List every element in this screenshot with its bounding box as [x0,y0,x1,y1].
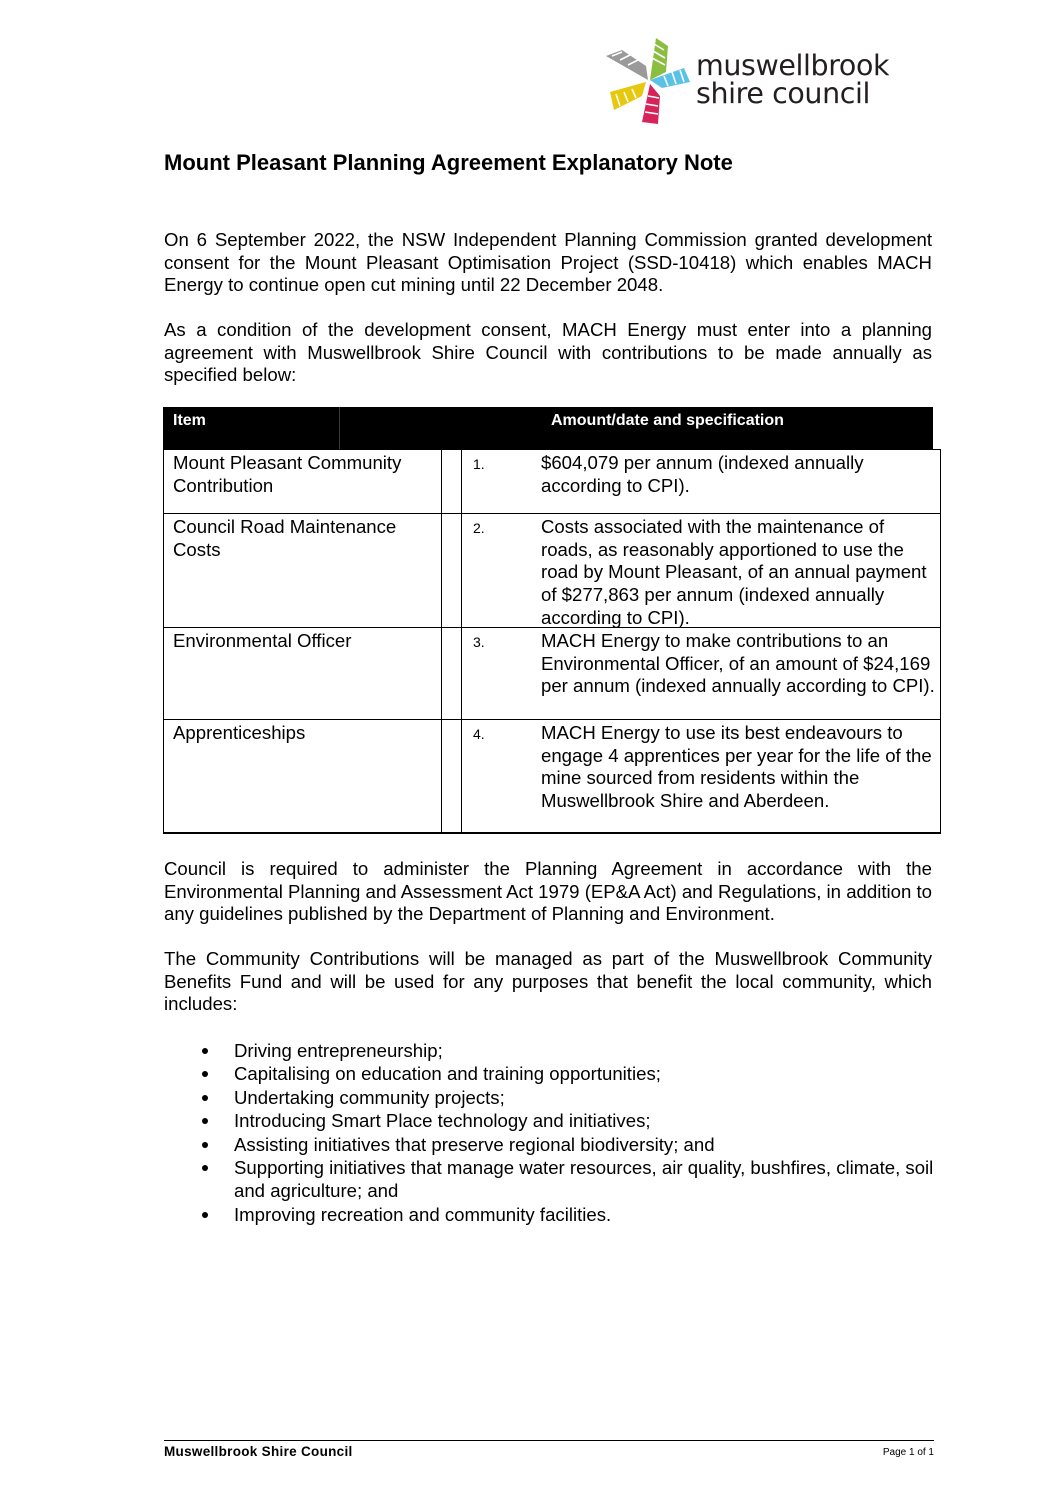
row-item: Council Road Maintenance Costs [173,516,397,560]
header-item: Item [173,412,206,429]
list-item: Capitalising on education and training opportunities; [196,1062,936,1085]
council-logo-icon [602,34,694,126]
list-item: Introducing Smart Place technology and initiatives; [196,1109,936,1132]
logo-line-1: muswellbrook [696,49,890,82]
row-number: 3. [473,634,485,650]
row-specification: $604,079 per annum (indexed annually according to CPI). [541,452,864,496]
row-specification: Costs associated with the maintenance of roads, as reasonably apportioned to use the road by Mount Pleasant, of an annual payment of $277,863 per annum (indexed annually according to CPI). [541,516,927,628]
column-divider [441,450,442,514]
row-item: Environmental Officer [173,630,352,651]
list-item: Assisting initiatives that preserve regional biodiversity; and [196,1133,936,1156]
table-row [164,627,940,720]
header-divider [339,407,340,449]
list-item: Driving entrepreneurship; [196,1039,936,1062]
document-title: Mount Pleasant Planning Agreement Explanatory Note [164,150,733,175]
footer-page-number: Page 1 of 1 [882,1447,934,1458]
table-header [163,407,933,449]
intro-paragraph-1: On 6 September 2022, the NSW Independent Planning Commission granted development consent for the Mount Pleasant Optimisation Project (SSD-10418) which enables MACH Energy to continue open cut mining until 22 December 2048. [164,229,932,296]
column-divider [461,628,462,720]
row-specification: MACH Energy to make contributions to an Environmental Officer, of an amount of $24,169 per annum (indexed annually according to CPI). [541,630,935,697]
header-specification: Amount/date and specification [551,412,784,429]
intro-paragraph-2: As a condition of the development consent, MACH Energy must enter into a planning agreement with Muswellbrook Shire Council with contributions to be made annually as specified below: [164,319,932,386]
column-divider [441,514,442,628]
column-divider [441,720,442,832]
column-divider [461,450,462,514]
row-number: 2. [473,520,485,536]
column-divider [441,628,442,720]
column-divider [461,720,462,832]
body-paragraph-1: Council is required to administer the Planning Agreement in accordance with the Environmental Planning and Assessment Act 1979 (EP&A Act) and Regulations, in addition to any guidelines published by the Department of Planning and Environment. [164,858,932,925]
list-item: Undertaking community projects; [196,1086,936,1109]
purposes-list [196,1039,936,1226]
logo-line-2: shire council [696,77,871,110]
council-logo [602,34,922,128]
row-number: 1. [473,456,485,472]
list-item: Supporting initiatives that manage water resources, air quality, bushfires, climate, soil and agriculture; and [196,1156,936,1203]
list-item: Improving recreation and community facilities. [196,1203,936,1226]
table-row [164,513,940,628]
footer-organisation: Muswellbrook Shire Council [164,1444,353,1459]
row-number: 4. [473,726,485,742]
council-logo-wordmark [696,49,890,110]
table-row [164,719,940,834]
row-item: Apprenticeships [173,722,306,743]
row-item: Mount Pleasant Community Contribution [173,452,402,496]
row-specification: MACH Energy to use its best endeavours to engage 4 apprentices per year for the life of the mine sourced from residents within the Muswellbrook Shire and Aberdeen. [541,722,932,812]
body-paragraph-2: The Community Contributions will be managed as part of the Muswellbrook Community Benefits Fund and will be used for any purposes that benefit the local community, which includes: [164,948,932,1015]
table-row [164,449,940,514]
contributions-table [163,449,941,834]
column-divider [461,514,462,628]
footer-divider [164,1440,934,1441]
